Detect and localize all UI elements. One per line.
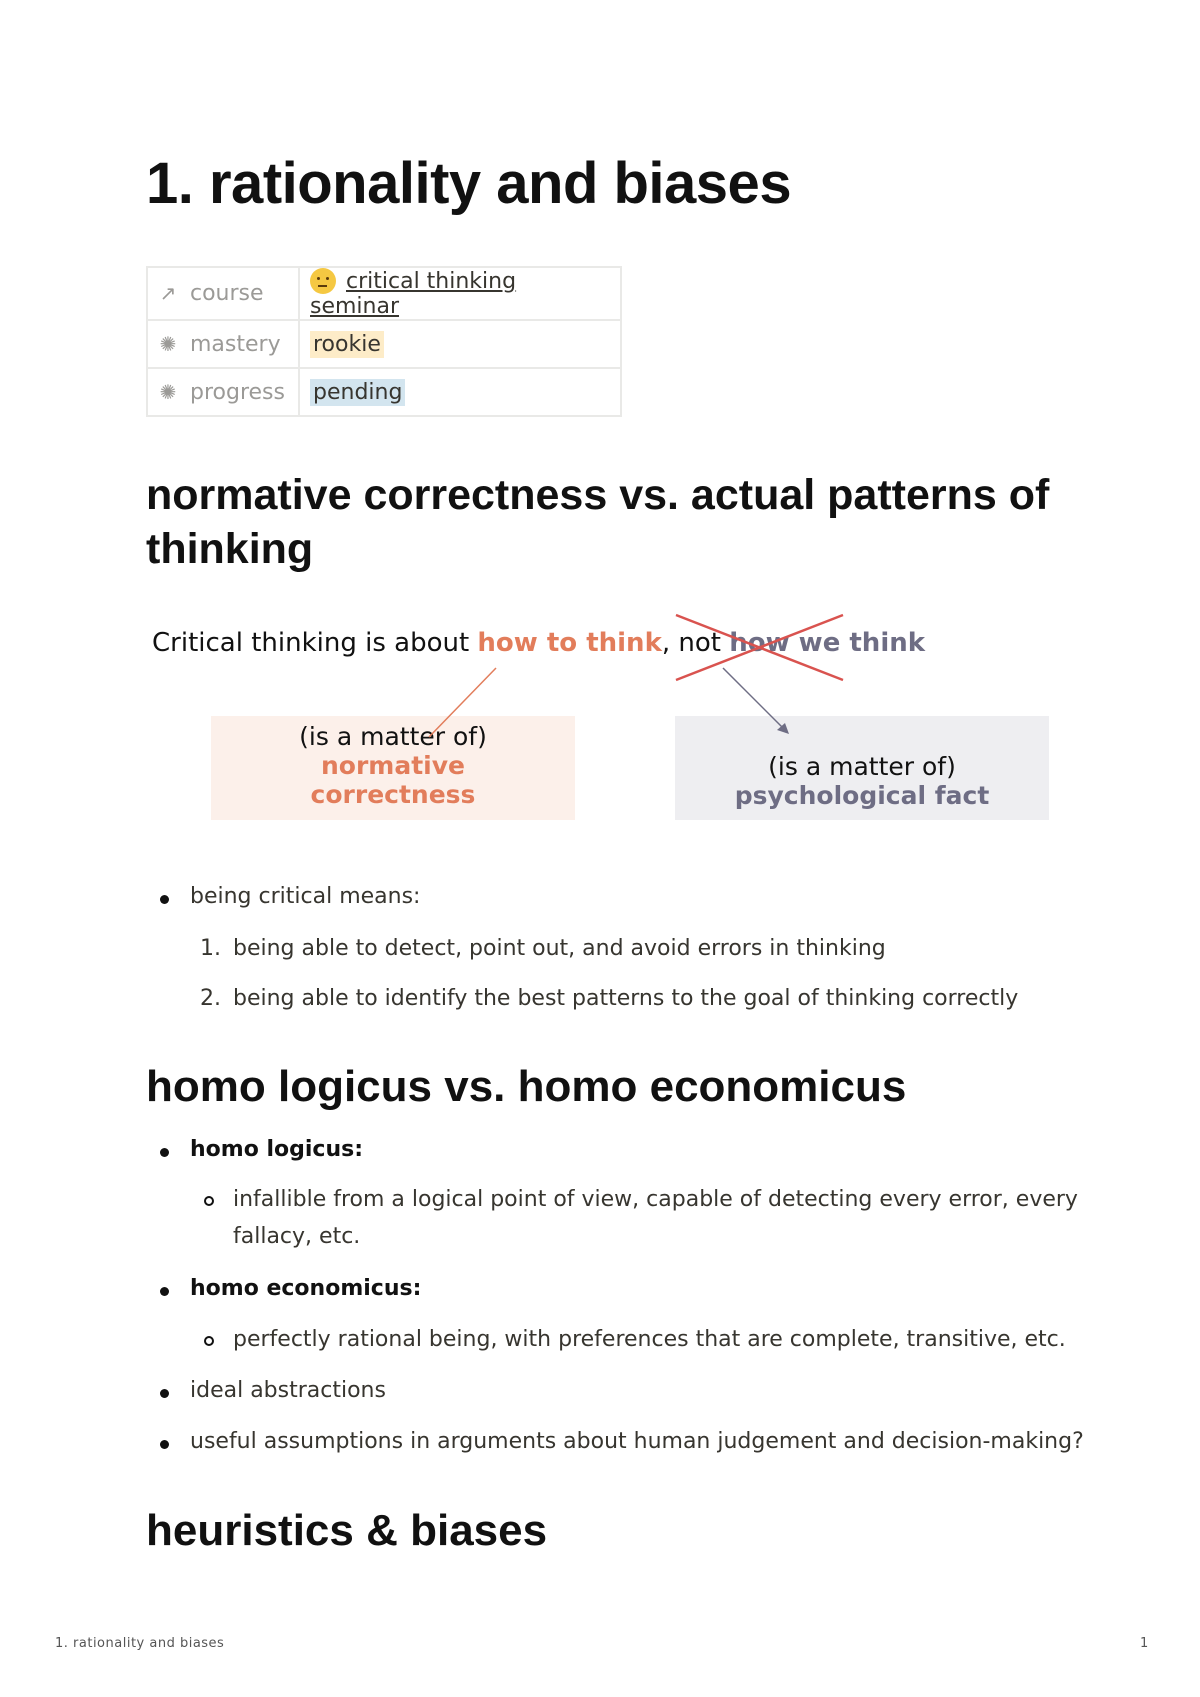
list-item: being able to identify the best patterns to the goal of thinking correctly: [233, 986, 1019, 1011]
section-heading: homo logicus vs. homo economicus: [146, 1062, 907, 1111]
properties-table: [146, 266, 622, 417]
property-row-progress: [147, 368, 621, 416]
list-item: being critical means:: [190, 884, 421, 909]
footer-title: 1. rationality and biases: [55, 1636, 225, 1651]
arrow-right: [723, 668, 784, 729]
sub-bullet: [204, 1196, 214, 1206]
list-number: 1.: [200, 936, 221, 961]
page-title: 1. rationality and biases: [146, 151, 792, 216]
sub-bullet: [204, 1336, 214, 1346]
list-item: infallible from a logical point of view, capable of detecting every error, every: [233, 1187, 1078, 1212]
property-value[interactable]: [299, 320, 621, 368]
list-item: homo logicus:: [190, 1137, 364, 1162]
arrow-left: [429, 668, 496, 737]
bullet: [160, 1287, 169, 1296]
page-number: 1: [1140, 1636, 1149, 1651]
diagram-sentence: Critical thinking is about how to think, not how we think: [152, 628, 926, 658]
bullet: [160, 895, 169, 904]
list-item: ideal abstractions: [190, 1378, 386, 1403]
diagram-arrows: [146, 610, 1066, 830]
arrow-up-right-icon: ↗: [159, 281, 177, 305]
bullet: [160, 1389, 169, 1398]
property-key: ↗ course: [147, 267, 299, 320]
normative-correctness-box: (is a matter of) normative correctness: [211, 716, 575, 820]
property-value[interactable]: [299, 267, 621, 320]
course-link[interactable]: critical thinking seminar: [310, 269, 517, 319]
list-item: fallacy, etc.: [233, 1224, 361, 1249]
property-row-mastery: [147, 320, 621, 368]
list-item: perfectly rational being, with preferences that are complete, transitive, etc.: [233, 1327, 1066, 1352]
property-key: ✺ progress: [147, 368, 299, 416]
section-heading: heuristics & biases: [146, 1506, 548, 1555]
property-key: ✺ mastery: [147, 320, 299, 368]
property-row-course: [147, 267, 621, 320]
bullet: [160, 1148, 169, 1157]
list-item: being able to detect, point out, and avoid errors in thinking: [233, 936, 886, 961]
list-item: homo economicus:: [190, 1276, 422, 1301]
loading-icon: ✺: [159, 379, 177, 404]
loading-icon: ✺: [159, 331, 177, 356]
property-value[interactable]: [299, 368, 621, 416]
bullet: [160, 1440, 169, 1449]
progress-tag: pending: [310, 379, 405, 406]
mastery-tag: rookie: [310, 331, 384, 358]
psychological-fact-box: (is a matter of) psychological fact: [675, 716, 1049, 820]
critical-thinking-diagram: [146, 610, 1066, 830]
list-item: useful assumptions in arguments about human judgement and decision-making?: [190, 1429, 1084, 1454]
section-heading: normative correctness vs. actual patterns of thinking: [146, 471, 1050, 573]
thinking-face-icon: [310, 268, 336, 294]
list-number: 2.: [200, 986, 221, 1011]
